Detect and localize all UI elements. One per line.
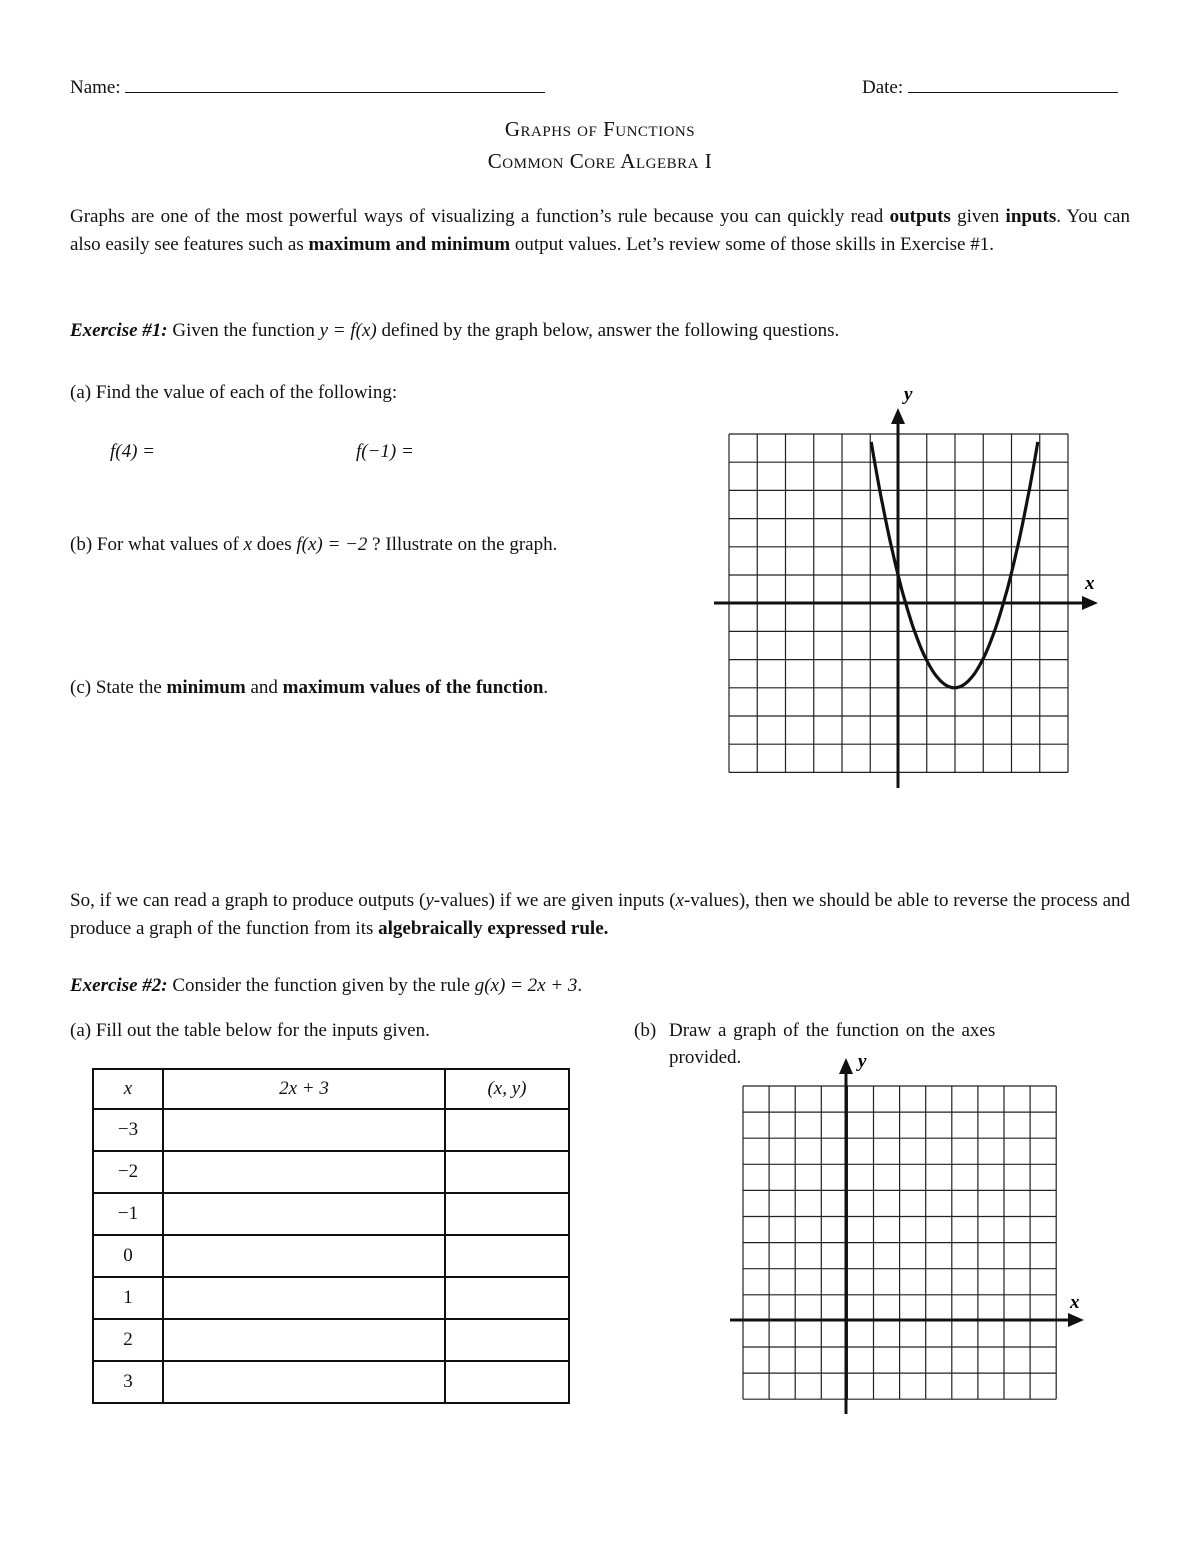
x-value: 1 xyxy=(93,1277,163,1319)
graph1-x-label: x xyxy=(1085,573,1095,594)
f-of-4: f(4) = xyxy=(110,441,156,462)
x-value: 0 xyxy=(93,1235,163,1277)
x-value: −3 xyxy=(93,1109,163,1151)
f-of-neg1: f(−1) = xyxy=(356,441,414,462)
function-notation: y = f(x) xyxy=(319,320,377,341)
graph2-y-arrow xyxy=(839,1058,853,1074)
graph2-y-label: y xyxy=(858,1051,867,1072)
bridge-paragraph: So, if we can read a graph to produce outputs (y-values) if we are given inputs (x-values), then we should be able to reverse the process and produce a graph of the function from its algebraically expressed rule. xyxy=(70,890,1130,939)
x-value: 2 xyxy=(93,1319,163,1361)
graph2-x-label: x xyxy=(1070,1292,1080,1313)
x-value: 3 xyxy=(93,1361,163,1403)
exercise2-prompt: Exercise #2: Consider the function given by the rule g(x) = 2x + 3. xyxy=(70,975,583,996)
g-rule: g(x) = 2x + 3 xyxy=(474,975,578,996)
exercise1-prompt: Exercise #1: Given the function y = f(x) defined by the graph below, answer the following questions. xyxy=(70,320,840,341)
header-x: x xyxy=(93,1069,163,1109)
graph2-x-arrow xyxy=(1068,1313,1084,1327)
name-label: Name: xyxy=(70,77,121,98)
exercise2-part-b-line2: provided. xyxy=(669,1047,742,1068)
exercise1-part-a: (a) Find the value of each of the following: xyxy=(70,382,398,403)
x-value: −2 xyxy=(93,1151,163,1193)
date-label: Date: xyxy=(862,77,904,98)
x-value: −1 xyxy=(93,1193,163,1235)
graph1-y-label: y xyxy=(904,384,913,405)
intro-paragraph: Graphs are one of the most powerful ways of visualizing a function’s rule because you can quickly read outputs given inputs. You can also easily see features such as maximum and minimum output values. Let’s review some of those skills in Exercise #1. xyxy=(70,206,1130,255)
exercise1-part-b: (b) For what values of x does f(x) = −2 ? Illustrate on the graph. xyxy=(70,534,558,555)
graph2-grid xyxy=(743,1086,1056,1399)
worksheet-title: Graphs of Functions xyxy=(504,117,696,141)
exercise2-part-a: (a) Fill out the table below for the inputs given. xyxy=(70,1020,430,1041)
exercise2-part-b-prefix: (b) xyxy=(634,1020,657,1041)
exercise2-part-b-line1: Draw a graph of the function on the axes xyxy=(669,1020,996,1041)
exercise1-part-c: (c) State the minimum and maximum values of the function. xyxy=(70,677,549,698)
header-point: (x, y) xyxy=(445,1069,569,1109)
course-title: Common Core Algebra I xyxy=(487,149,713,173)
header-rule: 2x + 3 xyxy=(163,1069,445,1109)
